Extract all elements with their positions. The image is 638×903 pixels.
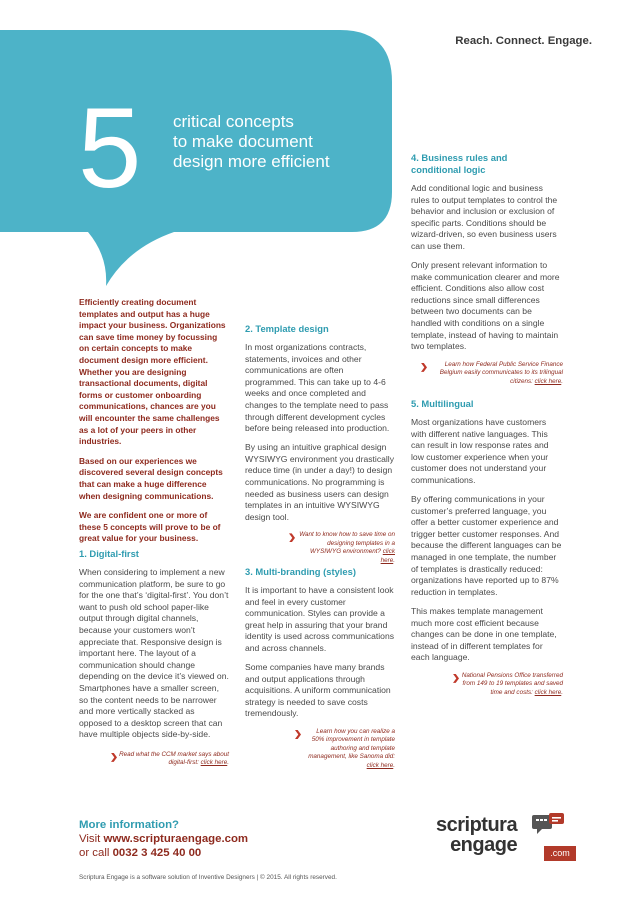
callout-note: Learn how you can realize a 50% improvement in template authoring and template management, like Sanoma did: click here. bbox=[245, 728, 395, 770]
section-paragraph: This makes template management much more cost efficient because changes can be done in one template, instead of in different templates for each language. bbox=[411, 605, 557, 663]
section-multilingual bbox=[411, 398, 563, 697]
section-title: 1. Digital-first bbox=[79, 548, 139, 559]
callout-note: Learn how Federal Public Service Finance Belgium easily communicates to its trilingual citizens: click here. bbox=[411, 361, 563, 386]
section-title-line: conditional logic bbox=[411, 164, 486, 175]
note-link[interactable]: click here bbox=[380, 548, 395, 564]
section-multi-branding bbox=[245, 566, 395, 770]
section-title: 5. Multilingual bbox=[411, 398, 474, 409]
hero-number: 5 bbox=[78, 85, 140, 212]
callout-note: Read what the CCM market says about digital-first: click here. bbox=[79, 751, 229, 768]
intro-paragraph: We are confident one or more of these 5 concepts will prove to be of great value for your business. bbox=[79, 510, 221, 544]
section-title: 2. Template design bbox=[245, 323, 329, 334]
callout-note: Want to know how to save time on designing templates in a WYSIWYG environment? click here. bbox=[245, 531, 395, 565]
section-paragraph: By offering communications in your customer’s preferred language, you offer a better customer experience and trigger better customer responses. And because the different languages can be managed in one template, the number of templates is drastically reduced: organizations have reported up to 87% reduction in templates. bbox=[411, 494, 562, 597]
more-info bbox=[79, 818, 248, 860]
hero-title-line: critical concepts bbox=[173, 112, 294, 131]
section-paragraph: In most organizations contracts, statements, invoices and other communications are often programmed. This can take up to 4-6 weeks and once completed and changes to the template need to pass through different development cycles before being released into production. bbox=[245, 342, 390, 434]
section-paragraph: Only present relevant information to make communication clearer and more efficient. Conditions also allow cost reductions since small differences between two documents can be handled with conditions on a single template, instead of having to maintain two templates. bbox=[411, 260, 560, 352]
chevron-right-icon bbox=[111, 753, 117, 762]
intro-text bbox=[79, 297, 229, 553]
logo-domain-badge: .com bbox=[544, 846, 576, 861]
note-link[interactable]: click here bbox=[200, 759, 228, 767]
chevron-right-icon bbox=[421, 363, 427, 372]
visit-label: Visit bbox=[79, 833, 101, 845]
section-paragraph: It is important to have a consistent look and feel in every customer communication. Styles can provide a great help in assuring that your brand identity is used across communications and across channels. bbox=[245, 585, 395, 653]
logo-line-2: engage bbox=[450, 834, 518, 856]
logo bbox=[436, 815, 517, 855]
note-link[interactable]: click here bbox=[534, 688, 562, 696]
note-link[interactable]: click here bbox=[534, 377, 562, 385]
note-text: Want to know how to save time on designing templates in a WYSIWYG environment? bbox=[299, 531, 395, 556]
intro-paragraph: Efficiently creating document templates and output has a huge impact your business. Organizations can save time money by focussing on certain concepts to make document design more efficient. Whether you are designing transactional documents, digital forms or customer onboarding communications, chances are you will encounter the same challenges as a lot of your peers in other industries. bbox=[79, 297, 226, 447]
chevron-right-icon bbox=[453, 674, 459, 683]
phone-number[interactable]: 0032 3 425 40 00 bbox=[112, 847, 202, 859]
hero-title-line: to make document bbox=[173, 132, 313, 151]
note-text: Learn how Federal Public Service Finance Belgium easily communicates to its trilingual citizens: bbox=[439, 360, 563, 385]
section-paragraph: By using an intuitive graphical design WYSIWYG environment you drastically reduce time (in under a day!) to design communications. No programming is needed as business users can design templates in an intuitive WYSIWYG design tool. bbox=[245, 442, 395, 522]
more-info-phone-line bbox=[79, 846, 248, 860]
hero-title bbox=[173, 112, 373, 172]
legal-footer: Scriptura Engage is a software solution of Inventive Designers | © 2015. All rights reserved. bbox=[79, 874, 337, 881]
section-template-design bbox=[245, 323, 395, 565]
intro-paragraph: Based on our experiences we discovered several design concepts that can make a huge difference when designing communications. bbox=[79, 455, 223, 501]
section-title-line: 4. Business rules and bbox=[411, 152, 508, 163]
section-digital-first bbox=[79, 548, 229, 768]
section-title: 3. Multi-branding (styles) bbox=[245, 566, 356, 577]
section-paragraph: Add conditional logic and business rules to output templates to control the behavior and inclusion or exclusion of specific parts. Conditions should be wizard-driven, so even business users can use them. bbox=[411, 183, 558, 251]
note-text: Read what the CCM market says about digital-first: bbox=[119, 750, 229, 767]
website-link[interactable]: www.scripturaengage.com bbox=[103, 833, 249, 845]
section-paragraph: Some companies have many brands and output applications through acquisitions. A uniform communication strategy is needed to save costs tremendously. bbox=[245, 662, 391, 719]
note-text: National Pensions Office transferred from 149 to 19 templates and saved time and costs: bbox=[461, 671, 563, 696]
logo-line-1: scriptura bbox=[436, 814, 518, 836]
chevron-right-icon bbox=[295, 730, 301, 739]
note-text: Learn how you can realize a 50% improvement in template authoring and template management, like Sanoma did: bbox=[308, 728, 395, 761]
more-info-website-line bbox=[79, 832, 248, 846]
callout-note: National Pensions Office transferred from 149 to 19 templates and saved time and costs: click here. bbox=[411, 672, 563, 697]
section-business-rules bbox=[411, 152, 563, 386]
hero-title-line: design more efficient bbox=[173, 152, 330, 171]
call-label: or call bbox=[79, 847, 110, 859]
chevron-right-icon bbox=[289, 533, 295, 542]
more-info-title: More information? bbox=[79, 819, 179, 831]
section-paragraph: When considering to implement a new communication platform, be sure to go for the one that’s ‘digital-first’. You don’t want to push old school paper-like output through digital channels, because your customers won’t appreciate that. Responsive design is important here. The layout of a communication should change depending on the device it’s viewed on. Smartphones have a smaller screen, so the content needs to be narrower and more vertically stacked as opposed to a desktop screen that can have multiple objects side-by-side. bbox=[79, 567, 229, 740]
section-title bbox=[411, 152, 563, 176]
note-link[interactable]: click here bbox=[366, 761, 394, 769]
section-paragraph: Most organizations have customers with different native languages. This can result in low response rates and low customer experience when your customer does not understand your communications. bbox=[411, 417, 549, 485]
tagline: Reach. Connect. Engage. bbox=[455, 35, 592, 47]
chat-bubbles-icon bbox=[531, 813, 565, 839]
